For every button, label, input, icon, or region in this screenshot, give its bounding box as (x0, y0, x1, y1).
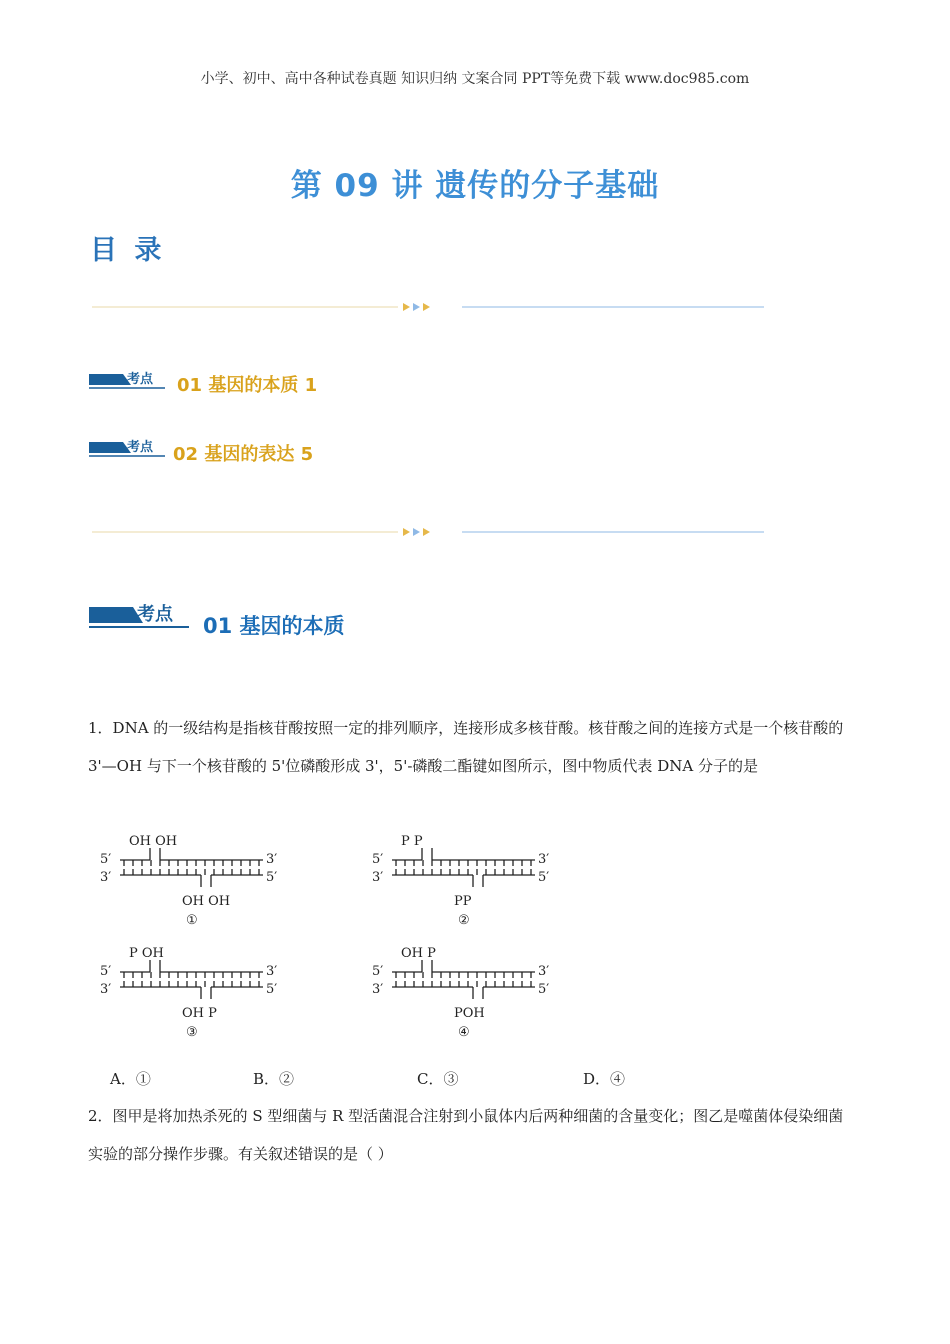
end-label-3: 3′ (100, 982, 112, 997)
end-label-3: 3′ (538, 852, 550, 867)
option-b[interactable]: B．② (253, 1070, 295, 1088)
option-c[interactable]: C．③ (417, 1070, 459, 1088)
end-label-3: 3′ (100, 870, 112, 885)
dna-structure-figure (98, 830, 568, 1040)
toc-item-2[interactable]: 02 基因的表达 5 (173, 444, 314, 465)
toc-divider-bottom (92, 525, 764, 539)
kaodian-badge-label: 考点 (127, 440, 154, 455)
diagram-number: ③ (186, 1025, 198, 1040)
toc-item-1[interactable]: 01 基因的本质 1 (177, 375, 318, 396)
end-label-5: 5′ (538, 982, 550, 997)
diagram-number: ② (458, 913, 470, 928)
end-label-5: 5′ (372, 964, 384, 979)
dna-diagram-4 (372, 946, 549, 1040)
group-label-top: OH OH (129, 834, 178, 849)
group-label-top: P OH (129, 946, 164, 961)
group-label-top: P P (401, 834, 423, 849)
dna-diagram-2 (372, 834, 549, 928)
end-label-5: 5′ (100, 964, 112, 979)
toc-divider-top (92, 300, 764, 314)
group-label-top: OH P (401, 946, 436, 961)
group-label-bottom: PP (454, 894, 472, 909)
end-label-5: 5′ (100, 852, 112, 867)
group-label-bottom: OH P (182, 1006, 217, 1021)
end-label-3: 3′ (266, 964, 278, 979)
end-label-5: 5′ (538, 870, 550, 885)
end-label-3: 3′ (372, 982, 384, 997)
toc-heading: 目 录 (90, 235, 166, 266)
option-d[interactable]: D．④ (583, 1070, 626, 1088)
diagram-number: ④ (458, 1025, 470, 1040)
group-label-bottom: POH (454, 1006, 485, 1021)
page-header: 小学、初中、高中各种试卷真题 知识归纳 文案合同 PPT等免费下载 www.doc985.com (200, 71, 750, 87)
end-label-5: 5′ (266, 870, 278, 885)
dna-diagram-3 (100, 946, 277, 1040)
end-label-3: 3′ (266, 852, 278, 867)
page-title: 第 09 讲 遗传的分子基础 (290, 168, 660, 204)
section-badge-label: 考点 (137, 604, 173, 625)
dna-diagram-1 (100, 834, 277, 928)
question-1-text: 1．DNA 的一级结构是指核苷酸按照一定的排列顺序，连接形成多核苷酸。核苷酸之间的连接方式是一个核苷酸的 3'—OH 与下一个核苷酸的 5'位磷酸形成 3'，5'-磷酸二酯键如图所示，图中物质代表 DNA 分子的是 (88, 719, 844, 775)
option-a[interactable]: A．① (110, 1070, 151, 1088)
kaodian-badge-icon (89, 437, 165, 459)
end-label-3: 3′ (372, 870, 384, 885)
group-label-bottom: OH OH (182, 894, 231, 909)
end-label-5: 5′ (266, 982, 278, 997)
kaodian-badge-icon (89, 601, 189, 631)
end-label-3: 3′ (538, 964, 550, 979)
section-title: 01 基因的本质 (203, 614, 345, 638)
kaodian-badge-label: 考点 (127, 372, 154, 387)
end-label-5: 5′ (372, 852, 384, 867)
kaodian-badge-icon (89, 369, 165, 391)
question-2-text: 2．图甲是将加热杀死的 S 型细菌与 R 型活菌混合注射到小鼠体内后两种细菌的含量变化；图乙是噬菌体侵染细菌实验的部分操作步骤。有关叙述错误的是（ ） (88, 1107, 844, 1163)
diagram-number: ① (186, 913, 198, 928)
